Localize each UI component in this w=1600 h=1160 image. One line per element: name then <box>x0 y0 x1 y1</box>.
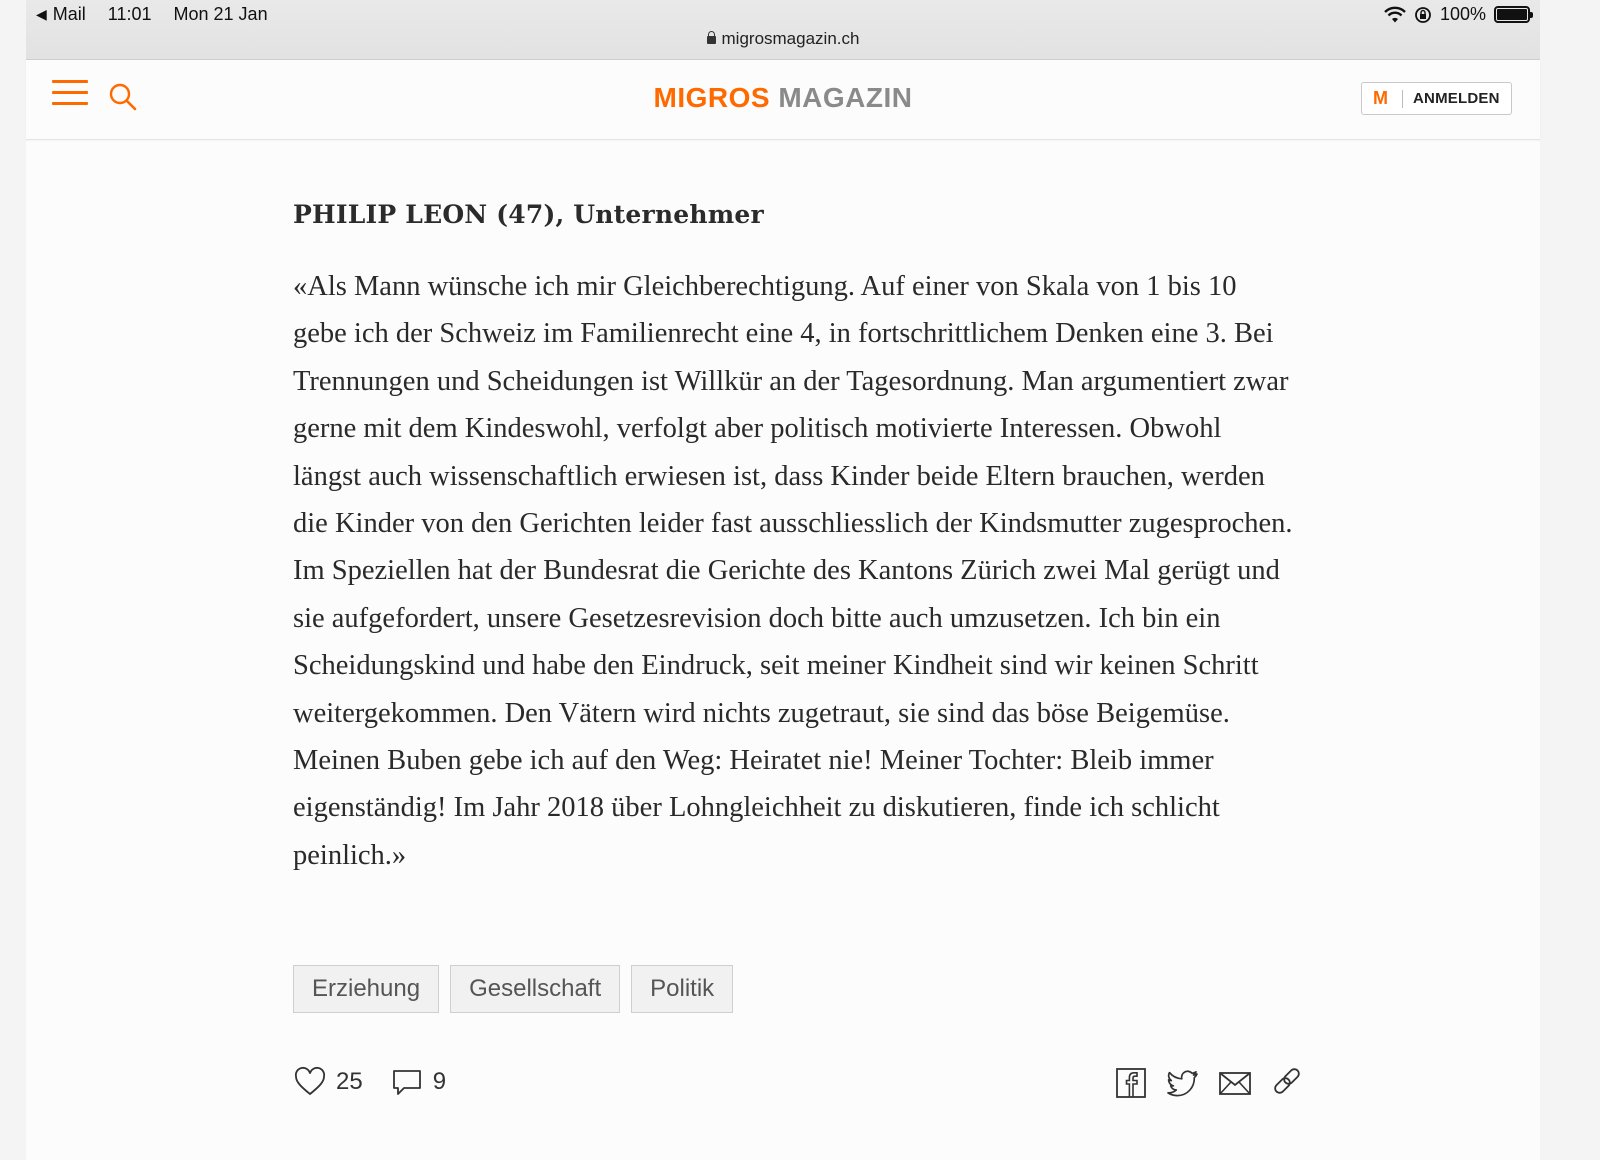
tag-list <box>293 965 733 1013</box>
login-button[interactable] <box>1361 82 1512 115</box>
browser-window <box>26 0 1540 1160</box>
wifi-icon <box>1384 6 1406 24</box>
status-bar <box>26 0 1540 60</box>
article-body: «Als Mann wünsche ich mir Gleichberechtigung. Auf einer von Skala von 1 bis 10 gebe ich der Schweiz im Familienrecht eine 4, in fortschrittlichem Denken eine 3. Bei Trennungen und Scheidungen ist Willkür an der Tagesordnung. Man argumentiert zwar gerne mit dem Kindeswohl, verfolgt aber politisch motivierte Interessen. Obwohl längst auch wissenschaftlich erwiesen ist, dass Kinder beide Eltern brauchen, werden die Kinder von den Gerichten leider fast ausschliesslich der Kindsmutter zugesprochen. Im Speziellen hat der Bundesrat die Gerichte des Kantons Zürich zwei Mal gerügt und sie aufgefordert, unsere Gesetzesrevision doch bitte auch umzusetzen. Ich bin ein Scheidungskind und habe den Eindruck, seit meiner Kindheit sind wir keinen Schritt weitergekommen. Den Vätern wird nichts zugetraut, sie sind das böse Beigemüse. Meinen Buben gebe ich auf den Weg: Heiratet nie! Meiner Tochter: Bleib immer eigenständig! Im Jahr 2018 über Lohngleichheit zu diskutieren, finde ich schlicht peinlich.» <box>293 271 1293 871</box>
article-headline: PHILIP LEON (47), Unternehmer <box>293 200 764 229</box>
migros-m-icon: M <box>1373 88 1388 108</box>
heart-icon[interactable] <box>294 1066 326 1098</box>
status-date: Mon 21 Jan <box>173 4 268 24</box>
lock-icon <box>707 36 716 44</box>
comment-count: 9 <box>432 1068 447 1095</box>
facebook-icon[interactable] <box>1114 1066 1148 1100</box>
mail-icon[interactable] <box>1218 1066 1252 1100</box>
back-app-label[interactable]: Mail <box>52 4 86 24</box>
tag-gesellschaft[interactable]: Gesellschaft <box>450 965 620 1013</box>
logo-brand: MIGROS <box>653 82 771 113</box>
engagement-bar <box>294 1066 464 1098</box>
url-text[interactable]: migrosmagazin.ch <box>721 29 860 48</box>
share-bar <box>1114 1066 1304 1100</box>
orientation-lock-icon <box>1414 6 1432 24</box>
login-label: ANMELDEN <box>1413 90 1500 107</box>
status-left <box>36 4 268 25</box>
site-logo[interactable] <box>26 82 1540 114</box>
url-bar[interactable] <box>26 29 1540 49</box>
twitter-icon[interactable] <box>1166 1066 1200 1100</box>
battery-icon <box>1494 6 1530 23</box>
logo-product: MAGAZIN <box>778 82 913 113</box>
status-right <box>1384 4 1530 25</box>
site-header <box>26 60 1540 140</box>
comment-icon[interactable] <box>391 1066 423 1098</box>
link-icon[interactable] <box>1270 1066 1304 1100</box>
article <box>293 200 1293 879</box>
tag-erziehung[interactable]: Erziehung <box>293 965 439 1013</box>
back-arrow-icon[interactable]: ◀ <box>36 6 47 22</box>
tag-politik[interactable]: Politik <box>631 965 733 1013</box>
battery-percent: 100% <box>1439 4 1486 24</box>
status-time: 11:01 <box>107 4 152 24</box>
like-count: 25 <box>336 1068 363 1095</box>
